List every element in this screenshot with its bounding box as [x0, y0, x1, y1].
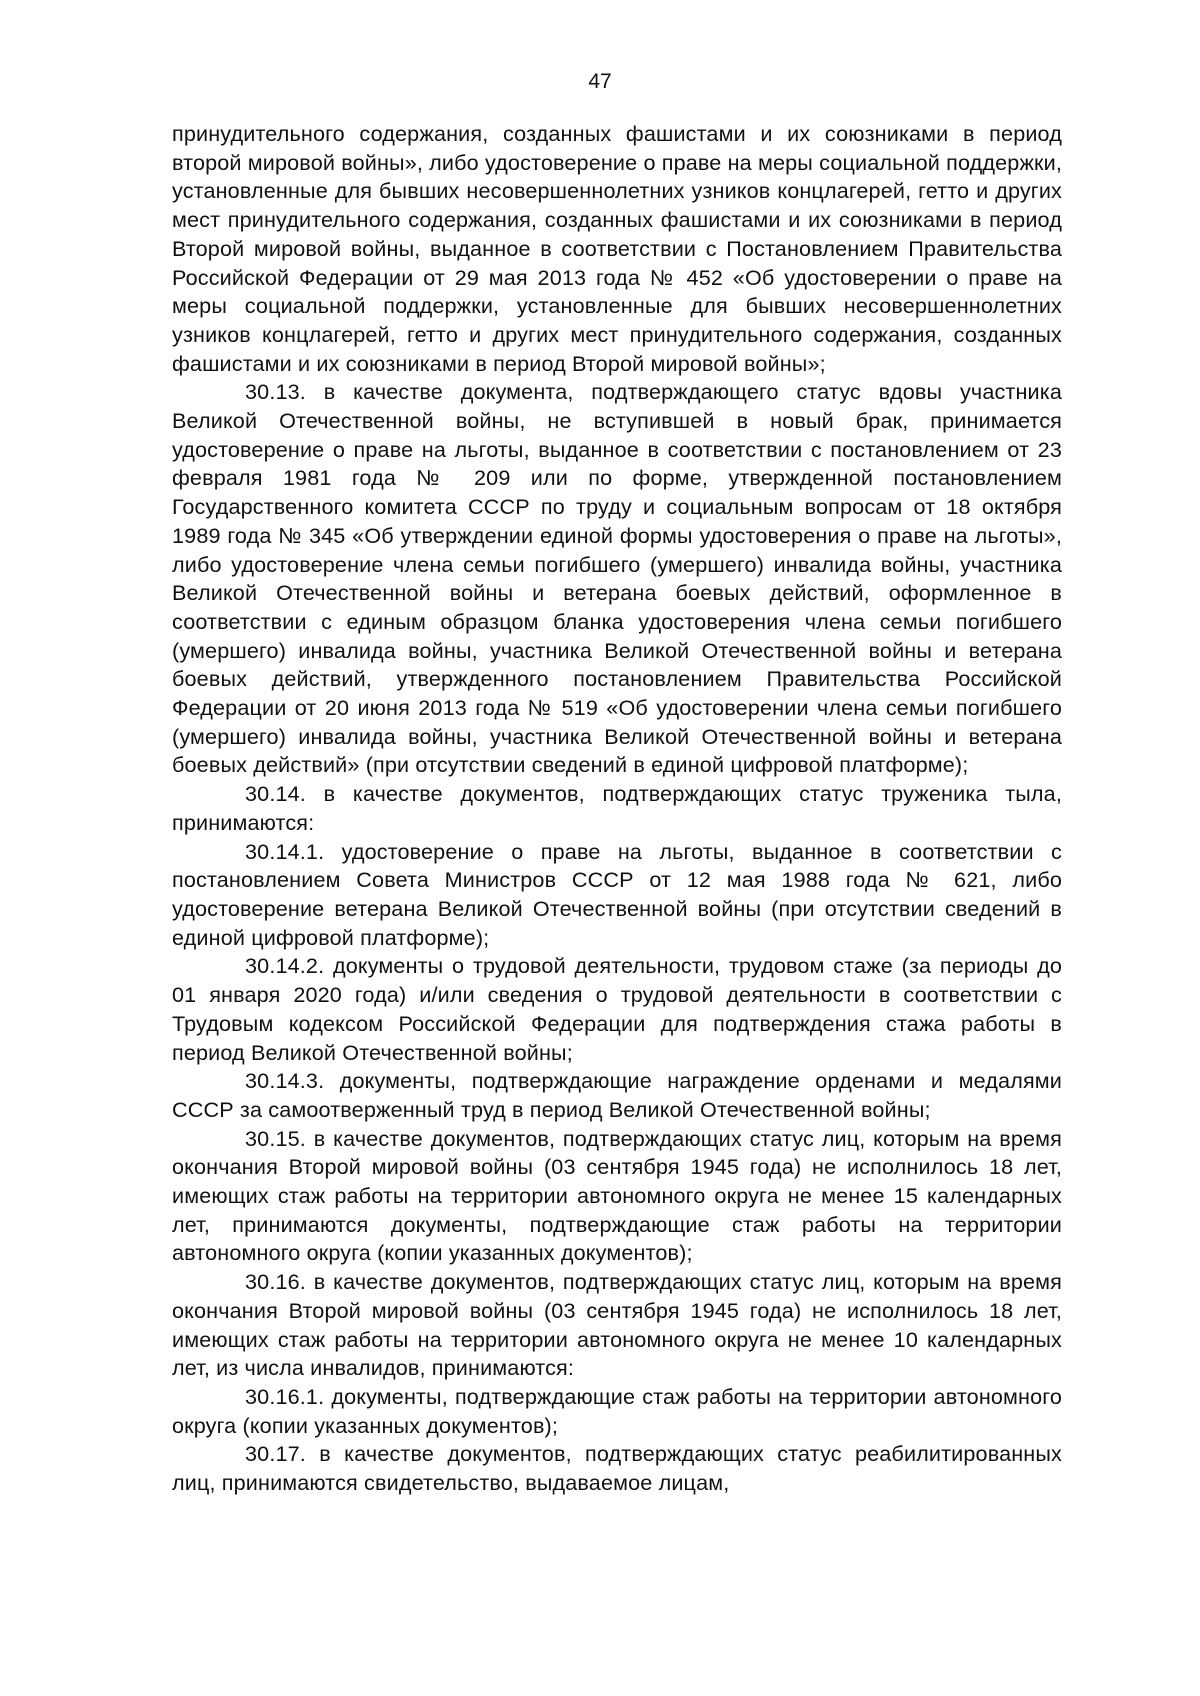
page-number: 47: [588, 70, 612, 93]
paragraph-30-14-2: 30.14.2. документы о трудовой деятельности, трудовом стаже (за периоды до 01 января 2020 года) и/или сведения о трудовой деятельности в соответствии с Трудовым кодексом Российской Федерации для подтверждения стажа работы в период Великой Отечественной войны;: [172, 953, 1062, 1065]
paragraph-30-14: 30.14. в качестве документов, подтверждающих статус труженика тыла, принимаются:: [172, 781, 1062, 835]
paragraph-30-17: 30.17. в качестве документов, подтверждающих статус реабилитированных лиц, принимаются свидетельство, выдаваемое лицам,: [172, 1441, 1062, 1496]
paragraph-30-14-3: 30.14.3. документы, подтверждающие награждение орденами и медалями СССР за самоотверженный труд в период Великой Отечественной войны;: [172, 1068, 1062, 1122]
paragraph-continuation: принудительного содержания, созданных фашистами и их союзниками в период второй мировой войны», либо удостоверение о праве на меры социальной поддержки, установленные для бывших несовершеннолетних узников концлагерей, гетто и других мест принудительного содержания, созданных фашистами и их союзниками в период Второй мировой войны, выданное в соответствии с Постановлением Правительства Российской Федерации от 29 мая 2013 года № 452 «Об удостоверении о праве на меры социальной поддержки, установленные для бывших несовершеннолетних узников концлагерей, гетто и других мест принудительного содержания, созданных фашистами и их союзниками в период Второй мировой войны»;: [172, 121, 1063, 376]
paragraph-30-15: 30.15. в качестве документов, подтверждающих статус лиц, которым на время окончания Второй мировой войны (03 сентября 1945 года) не исполнилось 18 лет, имеющих стаж работы на территории автономного округа не менее 15 календарных лет, принимаются документы, подтверждающие стаж работы на территории автономного округа (копии указанных документов);: [172, 1125, 1062, 1266]
document-body: [172, 120, 1062, 1498]
paragraph-30-13: 30.13. в качестве документа, подтверждающего статус вдовы участника Великой Отечественной войны, не вступившей в новый брак, принимается удостоверение о праве на льготы, выданное в соответствии с постановлением от 23 февраля 1981 года № 209 или по форме, утвержденной постановлением Государственного комитета СССР по труду и социальным вопросам от 18 октября 1989 года № 345 «Об утверждении единой формы удостоверения о праве на льготы», либо удостоверение члена семьи погибшего (умершего) инвалида войны, участника Великой Отечественной войны и ветерана боевых действий, оформленное в соответствии с единым образцом бланка удостоверения члена семьи погибшего (умершего) инвалида войны, участника Великой Отечественной войны и ветерана боевых действий, утвержденного постановлением Правительства Российской Федерации от 20 июня 2013 года № 519 «Об удостоверении члена семьи погибшего (умершего) инвалида войны, участника Великой Отечественной войны и ветерана боевых действий» (при отсутствии сведений в единой цифровой платформе);: [172, 379, 1062, 778]
paragraph-30-16: 30.16. в качестве документов, подтверждающих статус лиц, которым на время окончания Второй мировой войны (03 сентября 1945 года) не исполнилось 18 лет, имеющих стаж работы на территории автономного округа не менее 10 календарных лет, из числа инвалидов, принимаются:: [172, 1269, 1062, 1381]
paragraph-30-16-1: 30.16.1. документы, подтверждающие стаж работы на территории автономного округа (копии указанных документов);: [172, 1383, 1062, 1438]
paragraph-30-14-1: 30.14.1. удостоверение о праве на льготы, выданное в соответствии с постановлением Совета Министров СССР от 12 мая 1988 года № 621, либо удостоверение ветерана Великой Отечественной войны (при отсутствии сведений в единой цифровой платформе);: [172, 838, 1062, 950]
